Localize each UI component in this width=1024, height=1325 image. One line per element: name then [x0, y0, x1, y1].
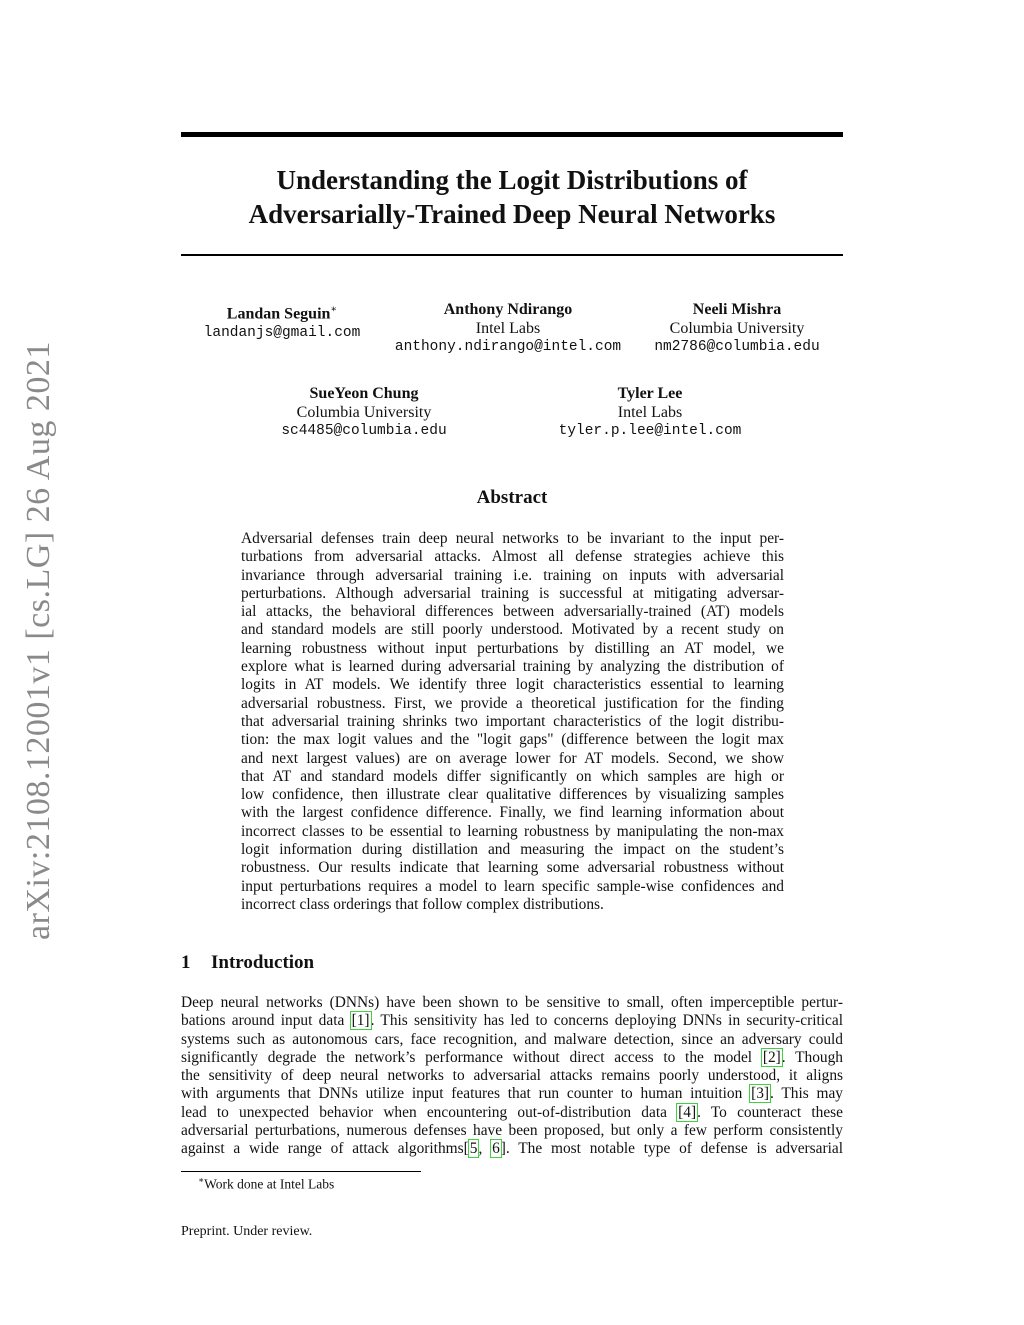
footnote-rule	[181, 1171, 421, 1172]
intro-line: with arguments that DNNs utilize input features that run counter to human intuition [3]. This may	[181, 1085, 844, 1103]
author-tyler-lee	[550, 385, 750, 441]
abstract-line: low confidence, then illustrate clear qualitative differences by visualizing samples	[241, 786, 784, 804]
author-email[interactable]: tyler.p.lee@intel.com	[558, 423, 742, 439]
intro-line: against a wide range of attack algorithms[5, 6]. The most notable type of defense is adversarial	[181, 1140, 844, 1158]
citation-link[interactable]: [4]	[678, 1103, 697, 1121]
section-title: Introduction	[211, 952, 315, 973]
section-heading-introduction	[181, 952, 314, 974]
intro-line: bations around input data [1]. This sensitivity has led to concerns deploying DNNs in security-critical	[181, 1012, 843, 1030]
intro-line: adversarial perturbations, numerous defenses have been proposed, but only a few perform consistently	[181, 1122, 843, 1140]
author-landan-seguin	[182, 301, 382, 342]
abstract-line: ial attacks, the behavioral differences between adversarially-trained (AT) models	[241, 603, 784, 621]
author-neeli-mishra	[642, 301, 832, 357]
footnote	[198, 1175, 334, 1193]
citation-link[interactable]: [1]	[351, 1012, 370, 1030]
abstract-line: adversarial robustness. First, we provide a theoretical justification for the finding	[241, 694, 784, 712]
abstract-line: incorrect class orderings that follow complex distributions.	[241, 895, 604, 913]
citation-link[interactable]: [2]	[762, 1048, 781, 1066]
abstract-line: logits in AT models. We identify three logit characteristics essential to learning	[241, 676, 784, 694]
abstract-line: learning robustness without input perturbations by distilling an AT model, we	[241, 639, 784, 657]
abstract-line: with the largest confidence difference. Finally, we find learning information about	[241, 804, 784, 822]
author-name: SueYeon Chung	[309, 385, 419, 402]
abstract-line: turbations from adversarial attacks. Almost all defense strategies achieve this	[241, 548, 784, 566]
citation-link[interactable]: [3]	[751, 1085, 770, 1103]
author-anthony-ndirango	[388, 301, 628, 357]
paper-title	[181, 163, 843, 231]
citation-link[interactable]: 6	[492, 1140, 500, 1158]
author-email[interactable]: sc4485@columbia.edu	[281, 423, 447, 439]
author-name: Tyler Lee	[617, 385, 683, 402]
author-affiliation: Intel Labs	[475, 319, 541, 337]
author-email[interactable]: nm2786@columbia.edu	[654, 339, 820, 355]
author-affiliation: Columbia University	[669, 319, 805, 337]
abstract-line: incorrect classes to be essential to learning robustness by manipulating the non-max	[241, 822, 784, 840]
citation-link[interactable]: 5	[469, 1140, 478, 1158]
intro-line: lead to unexpected behavior when encountering out-of-distribution data [4]. To counteract these	[181, 1103, 843, 1121]
author-footnote-mark: ∗	[330, 304, 338, 315]
intro-line: the sensitivity of deep neural networks to adversarial attacks remains poorly understood, it aligns	[181, 1067, 843, 1085]
abstract-line: that AT and standard models differ significantly on which samples are high or	[241, 767, 784, 785]
author-name: Landan Seguin	[226, 305, 331, 323]
author-name: Neeli Mishra	[692, 301, 782, 318]
intro-line: significantly degrade the network’s performance without direct access to the model [2]. Though	[181, 1048, 844, 1066]
footnote-text: Work done at Intel Labs	[204, 1176, 335, 1192]
title-line-1: Understanding the Logit Distributions of	[276, 165, 748, 195]
author-name: Anthony Ndirango	[443, 301, 573, 318]
abstract-line: invariance through adversarial training i.e. training on inputs with adversarial	[241, 566, 784, 584]
abstract-line: Adversarial defenses train deep neural networks to be invariant to the input per-	[241, 530, 784, 547]
abstract-line: tion: the max logit values and the "logit gaps" (difference between the logit max	[241, 731, 784, 749]
author-affiliation: Intel Labs	[617, 403, 683, 421]
author-email[interactable]: landanjs@gmail.com	[203, 324, 361, 341]
intro-line: Deep neural networks (DNNs) have been shown to be sensitive to small, often imperceptible pertur-	[181, 994, 843, 1011]
abstract-line: and standard models are still poorly understood. Motivated by a recent study on	[241, 621, 784, 639]
preprint-notice: Preprint. Under review.	[181, 1224, 313, 1239]
abstract-line: explore what is learned during adversarial training by analyzing the distribution of	[241, 658, 784, 676]
author-email[interactable]: anthony.ndirango@intel.com	[394, 339, 622, 355]
abstract-line: perturbations. Although adversarial training is successful at mitigating adversar-	[241, 584, 784, 602]
title-bottom-rule	[181, 254, 843, 256]
abstract-line: and next largest values) are on average lower for AT models. Second, we show	[241, 749, 784, 767]
arxiv-stamp	[20, 341, 60, 940]
intro-line: systems such as autonomous cars, face recognition, and malware detection, since an adversary could	[181, 1030, 843, 1048]
abstract-line: robustness. Our results indicate that learning some adversarial robustness without	[241, 859, 784, 877]
arxiv-stamp-text: arXiv:2108.12001v1 [cs.LG] 26 Aug 2021	[20, 341, 57, 940]
author-sueyeon-chung	[264, 385, 464, 441]
author-affiliation: Columbia University	[296, 403, 432, 421]
title-line-2: Adversarially-Trained Deep Neural Networks	[248, 199, 776, 229]
abstract-heading: Abstract	[476, 487, 548, 508]
abstract-line: that adversarial training shrinks two important characteristics of the logit distribu-	[241, 712, 784, 730]
abstract-line: logit information during distillation and measuring the impact on the student’s	[241, 841, 784, 859]
footnote-mark: ∗	[198, 1175, 205, 1185]
abstract-body	[241, 530, 784, 914]
section-number: 1	[181, 952, 191, 973]
introduction-body	[181, 994, 843, 1159]
abstract-line: input perturbations requires a model to learn specific sample-wise confidences and	[241, 877, 784, 895]
title-top-rule	[181, 132, 843, 137]
